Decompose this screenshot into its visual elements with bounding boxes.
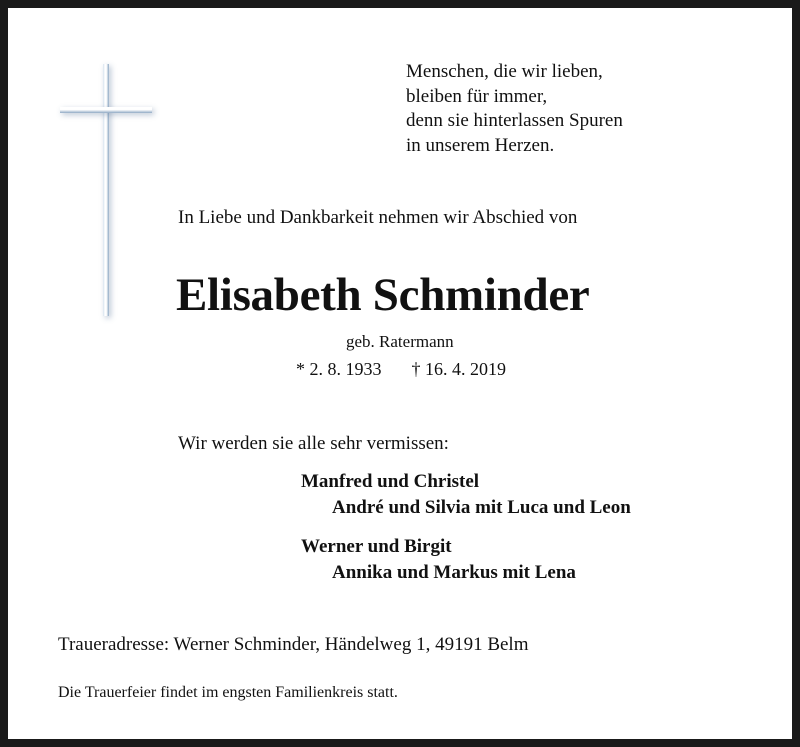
mourner-group-primary: Werner und Birgit — [301, 536, 452, 557]
poem-line: in unserem Herzen. — [406, 134, 555, 156]
mourner-group-primary: Manfred und Christel — [301, 471, 480, 492]
miss-text: Wir werden sie alle sehr vermissen: — [178, 433, 449, 454]
poem-line: bleiben für immer, — [406, 85, 548, 107]
death-date: † 16. 4. 2019 — [411, 359, 506, 379]
deceased-name: Elisabeth Schminder — [176, 269, 590, 321]
mourner-group-secondary: André und Silvia mit Luca und Leon — [332, 497, 631, 518]
poem — [406, 60, 623, 158]
poem-line: denn sie hinterlassen Spuren — [406, 110, 623, 131]
life-dates — [296, 359, 506, 380]
birth-date: * 2. 8. 1933 — [296, 359, 382, 379]
mourner-group-secondary: Annika und Markus mit Lena — [332, 562, 576, 583]
birth-name: geb. Ratermann — [346, 332, 454, 351]
funeral-note: Die Trauerfeier findet im engsten Familienkreis statt. — [58, 684, 398, 701]
poem-line: Menschen, die wir lieben, — [406, 61, 603, 82]
cross-horizontal-beam — [60, 107, 152, 113]
cross-icon — [60, 64, 156, 320]
cross-vertical-beam — [103, 64, 109, 316]
intro-text: In Liebe und Dankbarkeit nehmen wir Abschied von — [178, 207, 578, 228]
mourning-address: Traueradresse: Werner Schminder, Händelweg 1, 49191 Belm — [58, 634, 529, 655]
